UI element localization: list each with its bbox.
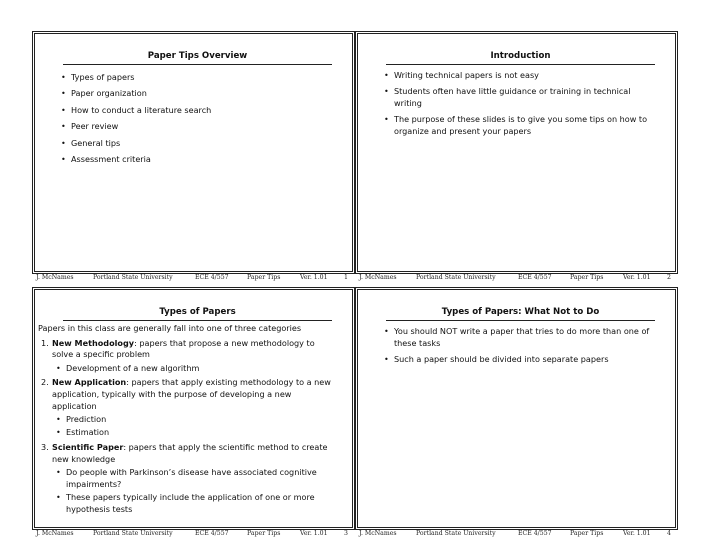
sub-item: • Prediction <box>52 414 334 426</box>
slide-title: Introduction <box>490 51 551 61</box>
footer-topic: Paper Tips <box>247 530 281 537</box>
list-item <box>38 377 334 439</box>
list-item: • Types of papers <box>57 72 334 84</box>
footer-course: ECE 4/557 <box>195 530 229 537</box>
slide-content <box>380 70 657 142</box>
slide-title: Paper Tips Overview <box>147 51 248 61</box>
footer-topic: Paper Tips <box>570 530 604 537</box>
footer-page: 1 <box>344 274 348 281</box>
slide-title: Types of Papers <box>159 307 236 317</box>
footer-version: Ver. 1.01 <box>300 530 328 537</box>
footer-slide-2 <box>355 274 678 284</box>
list-item: • The purpose of these slides is to give you some tips on how to organize and present your papers <box>380 114 657 137</box>
list-item <box>38 442 334 515</box>
footer-author: J. McNames <box>359 530 397 537</box>
footer-page: 4 <box>667 530 671 537</box>
intro-text: Papers in this class are generally fall into one of three categories <box>38 323 302 333</box>
title-rule <box>386 64 655 65</box>
footer-course: ECE 4/557 <box>195 274 229 281</box>
bullet-list <box>57 72 334 166</box>
sub-list <box>52 414 334 439</box>
list-item: • How to conduct a literature search <box>57 105 334 117</box>
title-rule <box>63 64 332 65</box>
list-item: • You should NOT write a paper that tries to do more than one of these tasks <box>380 326 657 349</box>
item-term: New Application <box>52 377 127 388</box>
item-number: 2. <box>41 377 49 388</box>
bullet-list <box>380 326 657 366</box>
list-item: • Assessment criteria <box>57 154 334 166</box>
item-text: : papers that apply the scientific method to create new knowledge <box>52 441 328 464</box>
slide-1 <box>32 31 355 274</box>
footer-university: Portland State University <box>416 274 496 281</box>
footer-author: J. McNames <box>36 274 74 281</box>
item-term: Scientific Paper <box>52 441 124 452</box>
slide-3 <box>32 287 355 530</box>
footer-author: J. McNames <box>359 274 397 281</box>
footer-topic: Paper Tips <box>570 274 604 281</box>
slide-content <box>38 323 334 518</box>
item-term: New Methodology <box>52 337 135 348</box>
footer-university: Portland State University <box>93 274 173 281</box>
footer-slide-1 <box>32 274 355 284</box>
sub-item: • Estimation <box>52 427 334 439</box>
list-item <box>38 338 334 375</box>
list-item: • Writing technical papers is not easy <box>380 70 657 82</box>
title-rule <box>386 320 655 321</box>
sub-item: • These papers typically include the application of one or more hypothesis tests <box>52 492 334 515</box>
sub-list <box>52 363 334 375</box>
footer-page: 2 <box>667 274 671 281</box>
slide-title: Types of Papers: What Not to Do <box>441 307 600 317</box>
slide-content <box>380 326 657 370</box>
sub-item: • Do people with Parkinson’s disease have associated cognitive impairments? <box>52 467 334 490</box>
list-item: • Peer review <box>57 121 334 133</box>
sub-list <box>52 467 334 515</box>
list-item: • Students often have little guidance or training in technical writing <box>380 86 657 109</box>
item-text: : papers that propose a new methodology to solve a specific problem <box>52 337 315 360</box>
numbered-list <box>38 338 334 516</box>
item-number: 3. <box>41 441 49 452</box>
bullet-list <box>380 70 657 138</box>
list-item: • General tips <box>57 138 334 150</box>
footer-version: Ver. 1.01 <box>300 274 328 281</box>
footer-author: J. McNames <box>36 530 74 537</box>
footer-university: Portland State University <box>93 530 173 537</box>
footer-course: ECE 4/557 <box>518 274 552 281</box>
slide-2 <box>355 31 678 274</box>
slide-content <box>57 72 334 170</box>
sub-item: • Development of a new algorithm <box>52 363 334 375</box>
item-text: : papers that apply existing methodology to a new application, typically with the purpose of developing a new application <box>52 377 331 411</box>
footer-page: 3 <box>344 530 348 537</box>
item-number: 1. <box>41 337 49 348</box>
list-item: • Such a paper should be divided into separate papers <box>380 354 657 366</box>
title-rule <box>63 320 332 321</box>
slide-4 <box>355 287 678 530</box>
footer-university: Portland State University <box>416 530 496 537</box>
footer-slide-4 <box>355 530 678 540</box>
footer-slide-3 <box>32 530 355 540</box>
list-item: • Paper organization <box>57 88 334 100</box>
footer-version: Ver. 1.01 <box>623 530 651 537</box>
footer-course: ECE 4/557 <box>518 530 552 537</box>
footer-version: Ver. 1.01 <box>623 274 651 281</box>
footer-topic: Paper Tips <box>247 274 281 281</box>
